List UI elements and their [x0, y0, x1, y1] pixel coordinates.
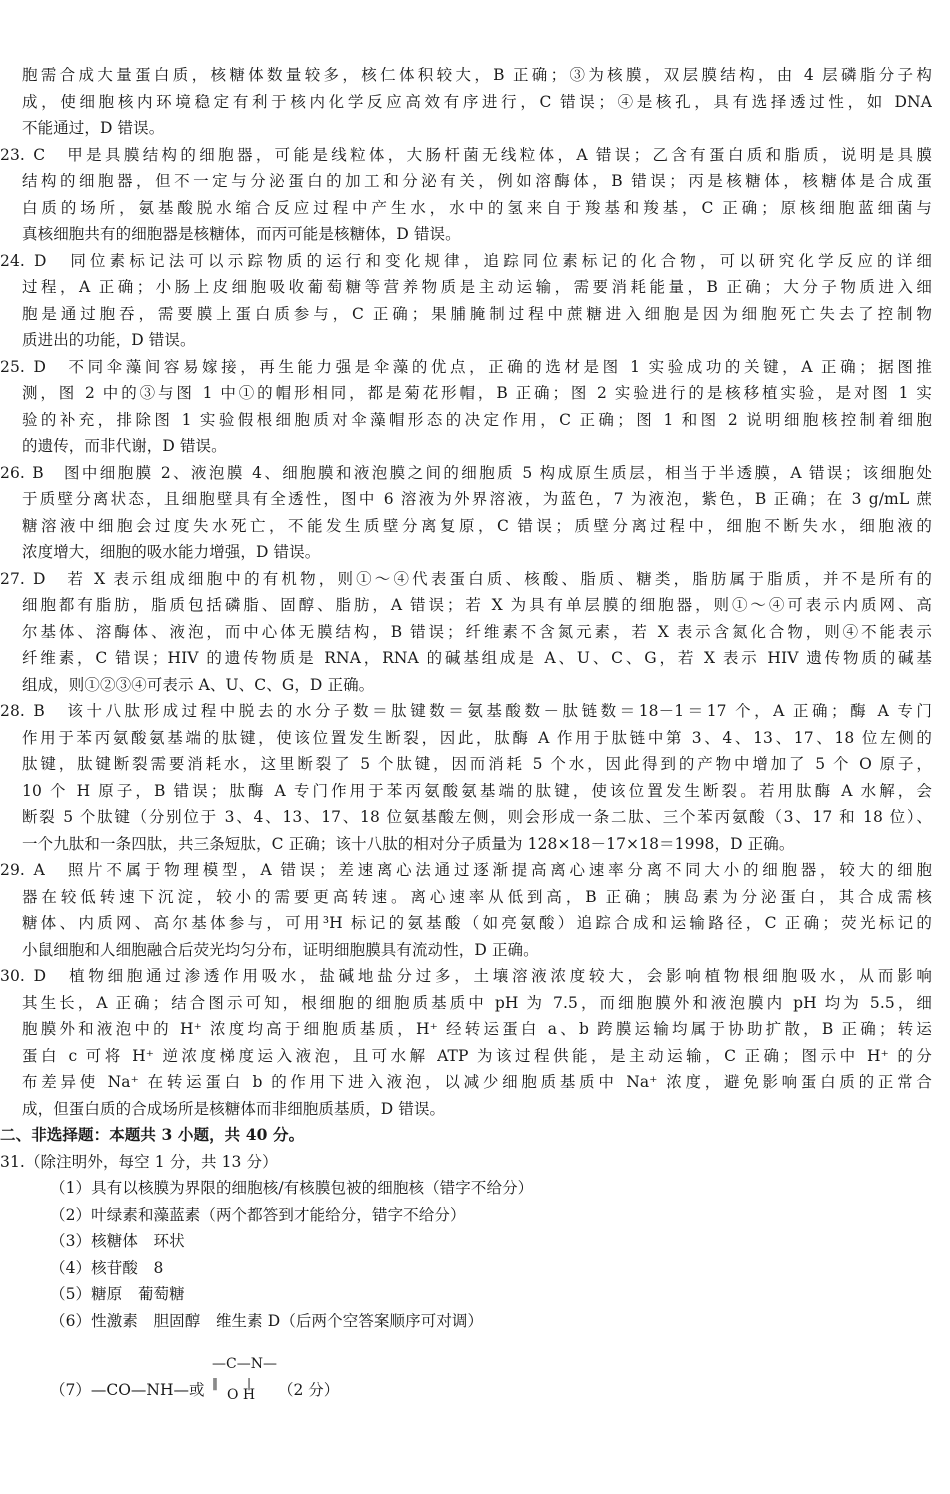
answer-24-line: 24. D 同位素标记法可以示踪物质的运行和变化规律，追踪同位素标记的化合物，可以研究化学反应的详细: [0, 251, 932, 270]
sub-answer-4: （4）核苷酸 8: [50, 1258, 164, 1277]
text-line: 白质的场所，氨基酸脱水缩合反应过程中产生水，水中的氢来自于羧基和羧基，C 正确；原核细胞蓝细菌与: [22, 198, 932, 217]
answer-28-line: 28. B 该十八肽形成过程中脱去的水分子数＝肽键数＝氨基酸数－肽链数＝18－1＝17 个，A 正确；酶 A 专门: [0, 702, 932, 720]
text-line: 糖溶液中细胞会过度失水死亡，不能发生质壁分离复原，C 错误；质壁分离过程中，细胞不断失水，细胞液的: [22, 516, 932, 535]
text-line: 于质壁分离状态，且细胞壁具有全透性，图中 6 溶液为外界溶液，为蓝色，7 为液泡，紫色，B 正确；在 3 g/mL 蔗: [22, 490, 932, 508]
answer-29-line: 29. A 照片不属于物理模型，A 错误；差速离心法通过逐渐提高离心速率分离不同大小的细胞器，较大的细胞: [0, 861, 932, 879]
answer-23-line: 23. C 甲是具膜结构的细胞器，可能是线粒体，大肠杆菌无线粒体，A 错误；乙含有蛋白质和脂质，说明是具膜: [0, 145, 932, 164]
peptide-bond-formula-top: —C—N—: [212, 1356, 277, 1372]
answer-27-line: 27. D 若 X 表示组成细胞中的有机物，则①～④代表蛋白质、核酸、脂质、糖类，脂肪属于脂质，并不是所有的: [0, 569, 932, 588]
text-line: 尔基体、溶酶体、液泡，而中心体无膜结构，B 错误；纤维素不含氮元素，若 X 表示含氮化合物，则④不能表示: [22, 622, 932, 641]
text-line: 测，图 2 中的③与图 1 中①的帽形相同，都是菊花形帽，B 正确；图 2 实验进行的是核移植实验，是对图 1 实: [22, 384, 932, 402]
answer-31-header: 31.（除注明外，每空 1 分，共 13 分）: [0, 1152, 278, 1171]
text-line: 糖体、内质网、高尔基体参与，可用³H 标记的氨基酸（如亮氨酸）追踪合成和运输路径，C 正确；荧光标记的: [22, 914, 932, 932]
section-heading: 二、非选择题：本题共 3 小题，共 40 分。: [0, 1125, 305, 1144]
text-line: 成，但蛋白质的合成场所是核糖体而非细胞质基质，D 错误。: [22, 1099, 446, 1118]
answer-text: [0, 62, 932, 1334]
text-line: 成，使细胞核内环境稳定有利于核内化学反应高效有序进行，C 错误；④是核孔，具有选择透过性，如 DNA: [22, 92, 932, 111]
points-note: （2 分）: [278, 1381, 340, 1399]
peptide-bond-text: （7）—CO—NH—或: [50, 1381, 205, 1399]
text-line: 结构的细胞器，但不一定与分泌蛋白的加工和分泌有关，例如溶酶体，B 错误；丙是核糖体，核糖体是合成蛋: [22, 172, 932, 190]
sub-answer-5: （5）糖原 葡萄糖: [50, 1285, 185, 1303]
text-line: 小鼠细胞和人细胞融合后荧光均匀分布，证明细胞膜具有流动性，D 正确。: [22, 940, 539, 959]
text-line: 胞是通过胞吞，需要膜上蛋白质参与，C 正确；果脯腌制过程中蔗糖进入细胞是因为细胞死亡失去了控制物: [22, 304, 932, 323]
double-bond-mark: ‖: [212, 1376, 218, 1390]
text-line: 胞膜外和液泡中的 H⁺ 浓度均高于细胞质基质，H⁺ 经转运蛋白 a、b 跨膜运输均属于协助扩散，B 正确；转运: [22, 1020, 932, 1038]
peptide-bond-formula-bottom: O H: [227, 1387, 256, 1403]
text-line: 质进出的功能，D 错误。: [22, 331, 196, 349]
text-line: 肽键，肽键断裂需要消耗水，这里断裂了 5 个肽键，因而消耗 5 个水，因此得到的产物中增加了 5 个 O 原子，: [22, 755, 932, 773]
text-line: 不能通过，D 错误。: [22, 119, 165, 137]
text-line: 作用于苯丙氨酸氨基端的肽键，使该位置发生断裂，因此，肽酶 A 作用于肽链中第 3、4、13、17、18 位左侧的: [22, 728, 932, 747]
text-line: 的遗传，而非代谢，D 错误。: [22, 437, 227, 455]
text-line: 器在较低转速下沉淀，较小的需要更高转速。离心速率从低到高，B 正确；胰岛素为分泌蛋白，其合成需核: [22, 887, 932, 906]
answer-25-line: 25. D 不同伞藻间容易嫁接，再生能力强是伞藻的优点，正确的选材是图 1 实验成功的关键，A 正确；据图推: [0, 357, 932, 376]
text-line: 验的补充，排除图 1 实验假根细胞质对伞藻帽形态的决定作用，C 正确；图 1 和图 2 说明细胞核控制着细胞: [22, 410, 932, 429]
text-line: 布差异使 Na⁺ 在转运蛋白 b 的作用下进入液泡，以减少细胞质基质中 Na⁺ 浓度，避免影响蛋白质的正常合: [22, 1073, 932, 1091]
answer-30-line: 30. D 植物细胞通过渗透作用吸水，盐碱地盐分过多，土壤溶液浓度较大，会影响植物根细胞吸水，从而影响: [0, 967, 932, 985]
sub-answer-6: （6）性激素 胆固醇 维生素 D（后两个空答案顺序可对调）: [50, 1311, 484, 1330]
answer-26-line: 26. B 图中细胞膜 2、液泡膜 4、细胞膜和液泡膜之间的细胞质 5 构成原生质层，相当于半透膜，A 错误；该细胞处: [0, 463, 932, 482]
text-line: 其生长，A 正确；结合图示可知，根细胞的细胞质基质中 pH 为 7.5，而细胞膜外和液泡膜内 pH 均为 5.5，细: [22, 993, 932, 1012]
text-line: 组成，则①②③④可表示 A、U、C、G，D 正确。: [22, 675, 375, 694]
sub-answer-1: （1）具有以核膜为界限的细胞核/有核膜包被的细胞核（错字不给分）: [50, 1179, 534, 1197]
text-line: 细胞都有脂肪，脂质包括磷脂、固醇、脂肪，A 错误；若 X 为具有单层膜的细胞器，则①～④可表示内质网、高: [22, 596, 932, 614]
text-line: 胞需合成大量蛋白质，核糖体数量较多，核仁体积较大，B 正确；③为核膜，双层膜结构，由 4 层磷脂分子构: [22, 66, 932, 84]
text-line: 10 个 H 原子，B 错误；肽酶 A 专门作用于苯丙氨酸氨基端的肽键，使该位置发生断裂。若用肽酶 A 水解，会: [22, 781, 932, 800]
text-line: 真核细胞共有的细胞器是核糖体，而丙可能是核糖体，D 错误。: [22, 225, 461, 243]
text-line: 蛋白 c 可将 H⁺ 逆浓度梯度运入液泡，且可水解 ATP 为该过程供能，是主动运输，C 正确；图示中 H⁺ 的分: [22, 1046, 932, 1065]
text-line: 一个九肽和一条四肽，共三条短肽，C 正确；该十八肽的相对分子质量为 128×18－17×18＝1998，D 正确。: [22, 834, 795, 853]
sub-answer-2: （2）叶绿素和藻蓝素（两个都答到才能给分，错字不给分）: [50, 1205, 466, 1224]
text-line: 过程，A 正确；小肠上皮细胞吸收葡萄糖等营养物质是主动运输，需要消耗能量，B 正确；大分子物质进入细: [22, 278, 932, 296]
single-bond-mark: |: [247, 1376, 252, 1390]
text-line: 浓度增大，细胞的吸水能力增强，D 错误。: [22, 543, 321, 561]
sub-answer-3: （3）核糖体 环状: [50, 1232, 185, 1250]
text-line: 断裂 5 个肽键（分别位于 3、4、13、17、18 位氨基酸左侧，则会形成一条二肽、三个苯丙氨酸（3、17 和 18 位）、: [22, 808, 932, 826]
text-line: 纤维素，C 错误；HIV 的遗传物质是 RNA，RNA 的碱基组成是 A、U、C、G，若 X 表示 HIV 遗传物质的碱基: [22, 649, 932, 667]
